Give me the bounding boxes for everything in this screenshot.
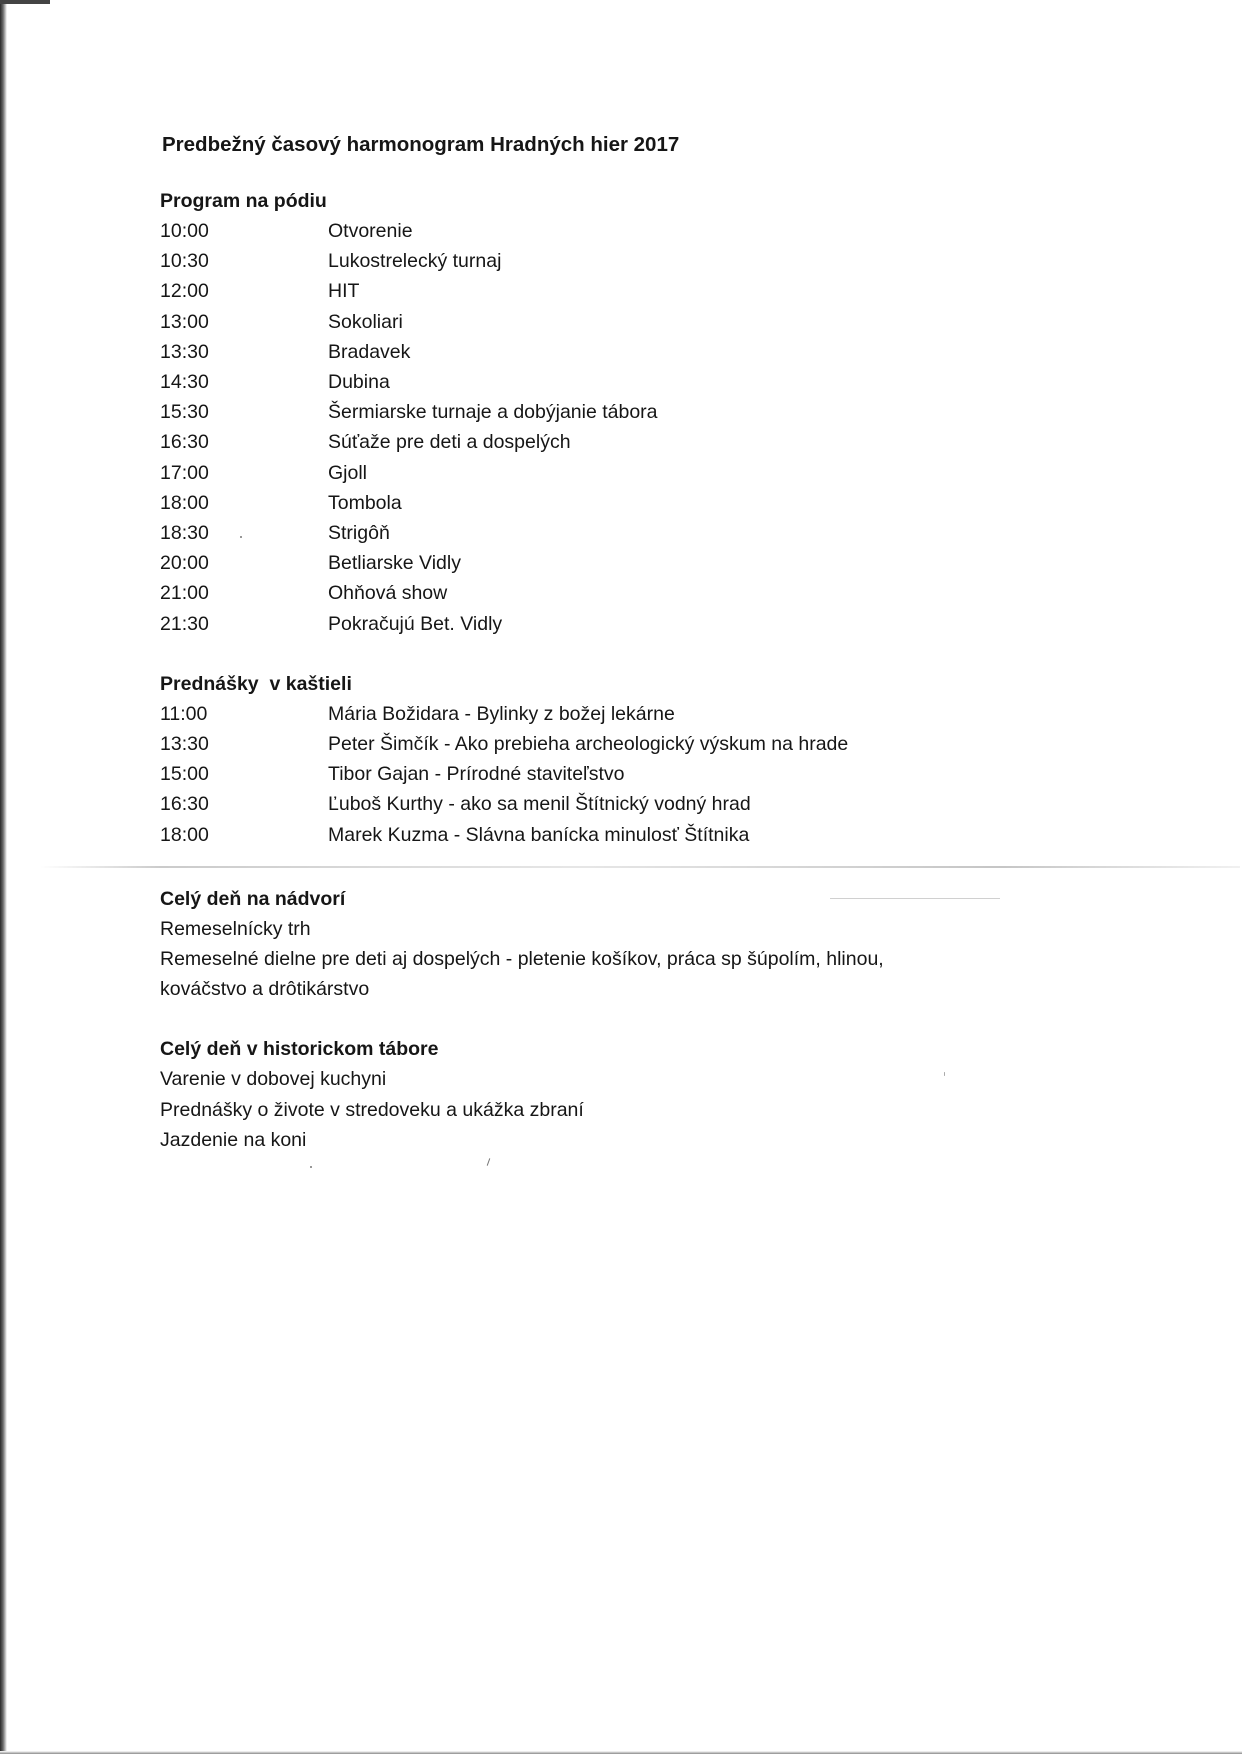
schedule-row	[160, 458, 1200, 488]
row-time: 18:00	[160, 491, 209, 514]
row-item: Tombola	[328, 491, 402, 514]
row-item: Gjoll	[328, 461, 368, 484]
courtyard-section	[160, 884, 1200, 1005]
row-time: 21:00	[160, 582, 209, 605]
row-item: Strigôň	[328, 522, 390, 545]
schedule-row	[160, 276, 1200, 306]
stage-program-heading: Program na pódiu	[160, 190, 327, 212]
lectures-list	[160, 699, 1200, 850]
row-time: 13:30	[160, 340, 209, 363]
row-item: Pokračujú Bet. Vidly	[328, 612, 503, 635]
schedule-row	[160, 367, 1200, 397]
row-time: 11:00	[160, 702, 208, 725]
row-item: Súťaže pre deti a dospelých	[328, 431, 571, 454]
row-time: 17:00	[160, 461, 209, 484]
lecture-row	[160, 759, 1200, 789]
schedule-row	[160, 578, 1200, 608]
row-item: Ohňová show	[328, 582, 448, 605]
schedule-row	[160, 518, 1200, 548]
row-time: 12:00	[160, 280, 209, 303]
row-time: 15:30	[160, 401, 209, 424]
row-time: 20:00	[160, 552, 209, 575]
lectures-section	[160, 669, 1200, 850]
scan-edge-top	[0, 0, 50, 4]
row-time: 18:30	[160, 522, 209, 545]
schedule-row	[160, 246, 1200, 276]
row-time: 13:30	[160, 733, 209, 756]
row-item: Mária Božidara - Bylinky z božej lekárne	[328, 702, 675, 725]
camp-section	[160, 1034, 1200, 1155]
row-item: Marek Kuzma - Slávna banícka minulosť Štítnika	[328, 823, 750, 846]
schedule-row	[160, 216, 1200, 246]
schedule-row	[160, 427, 1200, 457]
row-item: Peter Šimčík - Ako prebieha archeologický výskum na hrade	[328, 733, 849, 756]
camp-line: Varenie v dobovej kuchyni	[160, 1068, 387, 1091]
row-time: 10:30	[160, 250, 209, 273]
row-time: 10:00	[160, 220, 209, 242]
lecture-row	[160, 820, 1200, 850]
row-time: 14:30	[160, 371, 209, 394]
schedule-row	[160, 548, 1200, 578]
lecture-row	[160, 729, 1200, 759]
row-item: Tibor Gajan - Prírodné staviteľstvo	[328, 763, 625, 786]
row-item: Lukostrelecký turnaj	[328, 250, 502, 273]
schedule-row	[160, 609, 1200, 639]
row-time: 16:30	[160, 793, 209, 816]
lectures-heading: Prednášky v kaštieli	[160, 672, 352, 695]
stage-program-section	[160, 186, 1200, 639]
row-item: Otvorenie	[328, 220, 413, 242]
schedule-row	[160, 488, 1200, 518]
row-time: 18:00	[160, 823, 209, 846]
row-item: Sokoliari	[328, 310, 403, 333]
row-item: Betliarske Vidly	[328, 552, 461, 575]
camp-line: Prednášky o živote v stredoveku a ukážka zbraní	[160, 1098, 584, 1121]
lecture-row	[160, 789, 1200, 819]
courtyard-line: Remeselné dielne pre deti aj dospelých - pletenie košíkov, práca sp šúpolím, hlinou, kováčstvo a drôtikárstvo	[160, 948, 884, 1001]
document-title: Predbežný časový harmonogram Hradných hier 2017	[162, 133, 680, 156]
stage-program-list	[160, 216, 1200, 639]
row-time: 16:30	[160, 431, 209, 454]
courtyard-heading: Celý deň na nádvorí	[160, 887, 346, 910]
row-item: Ľuboš Kurthy - ako sa menil Štítnický vodný hrad	[328, 793, 751, 816]
camp-heading: Celý deň v historickom tábore	[160, 1038, 439, 1061]
schedule-row	[160, 337, 1200, 367]
row-item: Bradavek	[328, 340, 411, 363]
lecture-row	[160, 699, 1200, 729]
row-item: HIT	[328, 280, 360, 303]
row-time: 15:00	[160, 763, 209, 786]
schedule-row	[160, 397, 1200, 427]
courtyard-line: Remeselnícky trh	[160, 917, 311, 940]
row-time: 13:00	[160, 310, 209, 333]
camp-line: Jazdenie na koni	[160, 1128, 307, 1151]
schedule-row	[160, 307, 1200, 337]
row-item: Šermiarske turnaje a dobýjanie tábora	[328, 401, 658, 424]
row-time: 21:30	[160, 612, 209, 635]
scan-edge-left	[0, 0, 7, 1754]
row-item: Dubina	[328, 371, 390, 394]
schedule-document	[160, 128, 1200, 1183]
